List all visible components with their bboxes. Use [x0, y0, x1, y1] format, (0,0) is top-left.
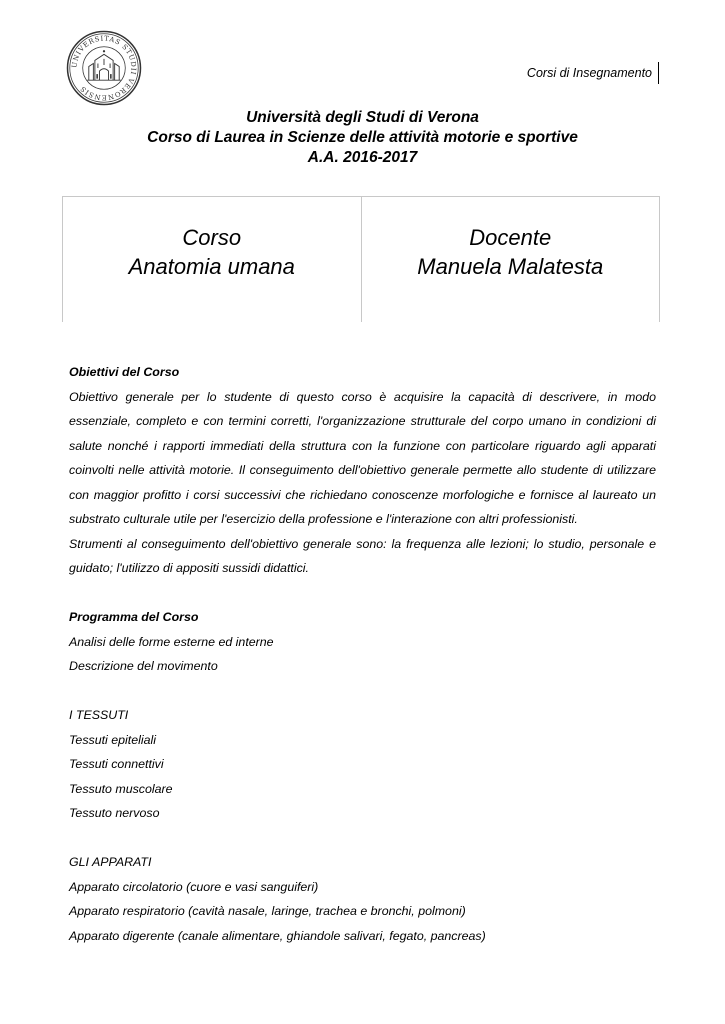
course-value: Anatomia umana [128, 254, 295, 279]
document-type-tag: Corsi di Insegnamento [527, 62, 659, 84]
tools-paragraph: Strumenti al conseguimento dell'obiettivo generale sono: la frequenza alle lezioni; lo studio, personale e guidato; l'utilizzo di appositi sussidi didattici. [69, 536, 656, 575]
academic-year: A.A. 2016-2017 [307, 149, 418, 166]
objectives-heading: Obiettivi del Corso [69, 365, 180, 379]
objectives-paragraph: Obiettivo generale per lo studente di questo corso è acquisire la capacità di descrivere, in modo essenziale, completo e con termini corretti, l'organizzazione strutturale del corpo umano in condizioni di salute nonché i rapporti immediati della struttura con la funzione con particolare riguardo agli apparati coinvolti nelle attività motorie. Il conseguimento dell'obiettivo generale permette allo studente di utilizzare con maggior profitto i corsi successivi che richiedano conoscenze morfologiche e fornisce al laureato un substrato culturale utile per l'esercizio della professione e l'interazione con altri professionisti. [69, 389, 656, 526]
course-info-table [62, 196, 660, 322]
university-seal-logo [66, 30, 142, 106]
document-title [0, 108, 725, 168]
list-item: Descrizione del movimento [69, 659, 218, 673]
document-body [69, 360, 656, 948]
list-item: Tessuto muscolare [69, 781, 173, 796]
teacher-label: Docente [469, 225, 552, 250]
list-item: Analisi delle forme esterne ed interne [69, 634, 274, 649]
svg-text:UNIVERSITAS STUDII VERONENSIS [70, 35, 137, 102]
teacher-cell [362, 197, 661, 322]
list-item: Apparato digerente (canale alimentare, ghiandole salivari, fegato, pancreas) [69, 928, 486, 943]
systems-heading: GLI APPARATI [69, 855, 152, 869]
list-item: Apparato respiratorio (cavità nasale, laringe, trachea e bronchi, polmoni) [69, 904, 466, 918]
list-item: Tessuto nervoso [69, 806, 160, 820]
seal-text: UNIVERSITAS STUDII VERONENSIS [70, 34, 138, 102]
list-item: Apparato circolatorio (cuore e vasi sanguiferi) [69, 879, 319, 894]
course-label: Corso [182, 225, 242, 250]
tissues-heading: I TESSUTI [69, 708, 129, 722]
program-heading: Programma del Corso [69, 610, 199, 624]
university-name: Università degli Studi di Verona [246, 109, 479, 126]
list-item: Tessuti epiteliali [69, 732, 157, 747]
list-item: Tessuti connettivi [69, 757, 164, 771]
degree-course-name: Corso di Laurea in Scienze delle attività motorie e sportive [147, 129, 578, 146]
teacher-value: Manuela Malatesta [417, 254, 604, 279]
course-cell [62, 197, 362, 322]
